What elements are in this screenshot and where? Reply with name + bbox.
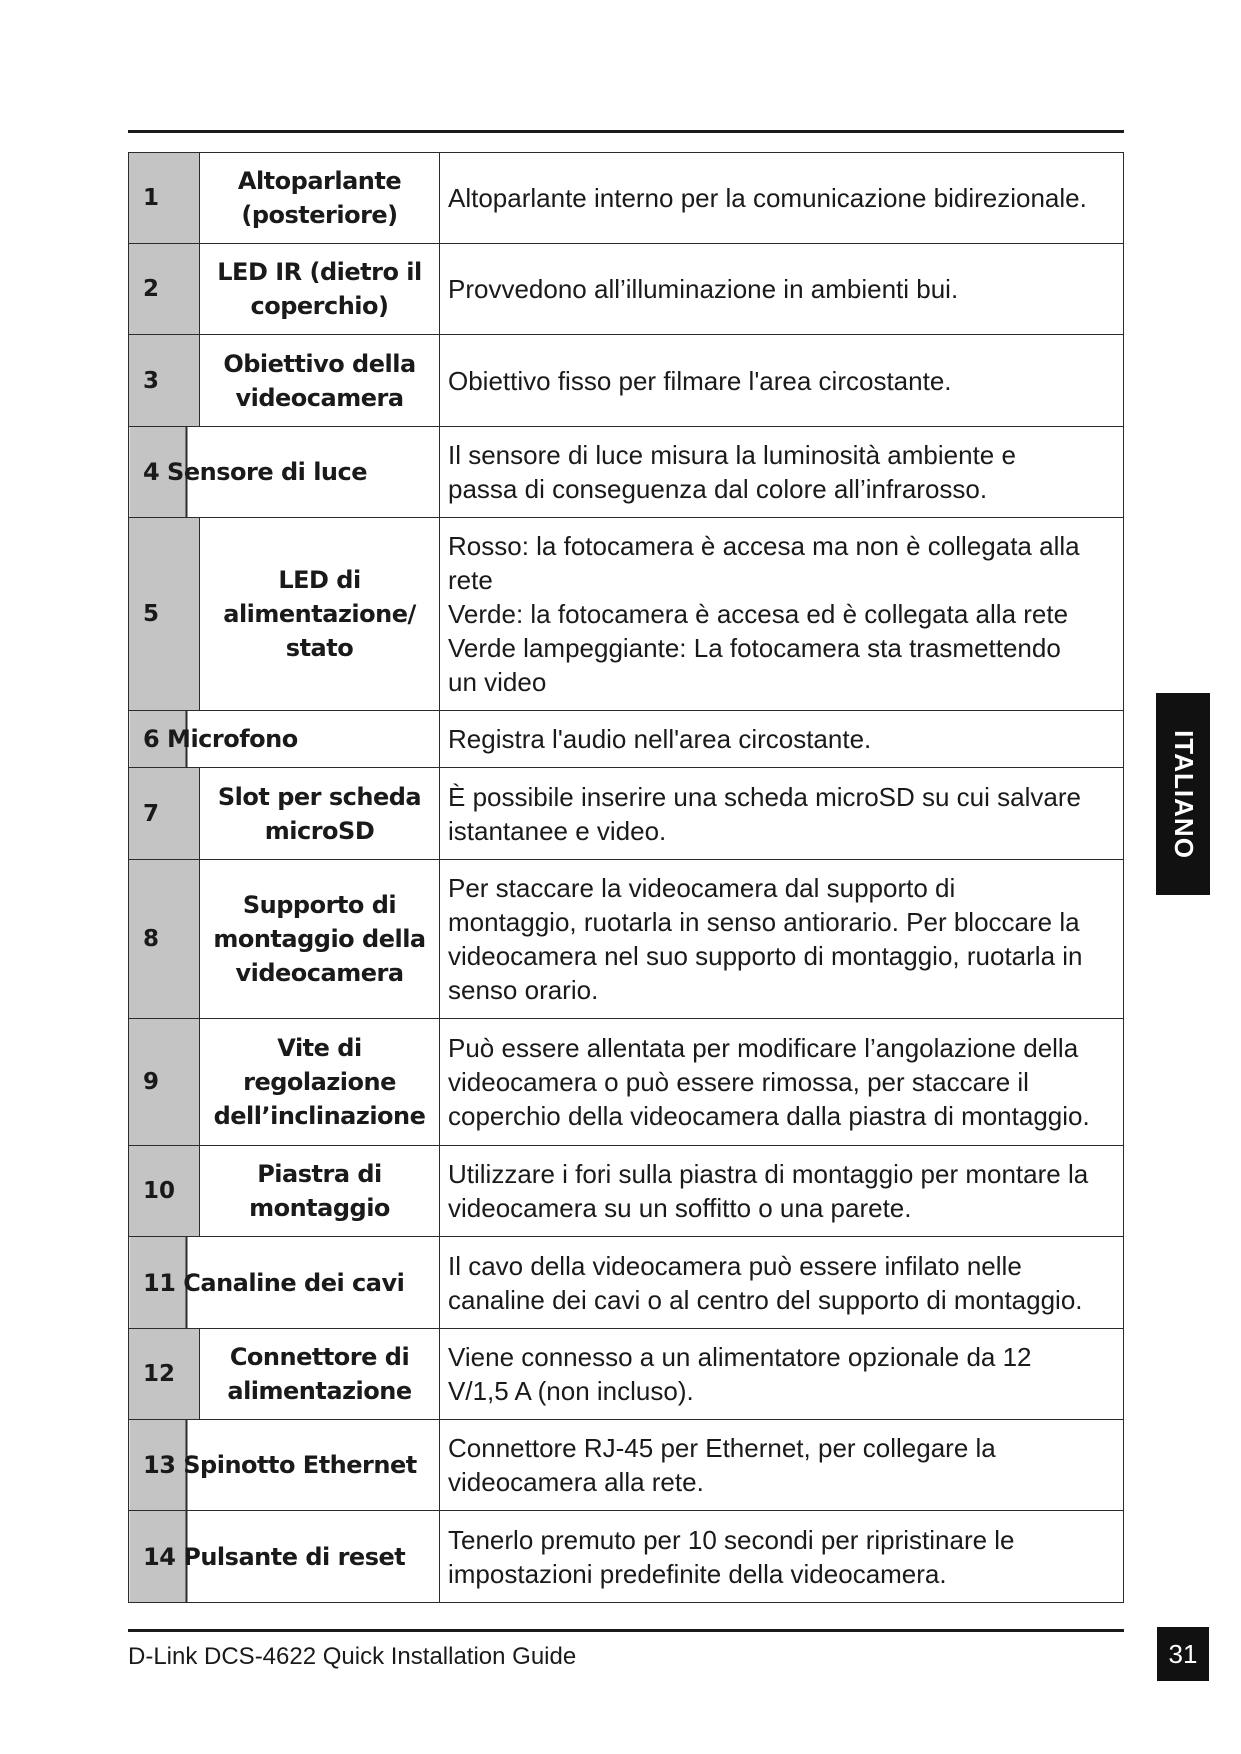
component-description-text: Per staccare la videocamera dal supporto di montaggio, ruotarla in senso antiorario. Per bloccare la videocamera nel suo supporto di montaggio, ruotarla in senso orario. — [448, 873, 1083, 1005]
row-number: 7 — [129, 768, 200, 860]
component-description-text: Il cavo della videocamera può essere infilato nelle canaline dei cavi o al centro del supporto di montaggio. — [448, 1250, 1083, 1315]
table-row — [129, 244, 1124, 335]
component-description-text: È possibile inserire una scheda microSD su cui salvare istantanee e video. — [448, 781, 1081, 846]
bottom-rule — [128, 1629, 1124, 1632]
component-name-merged: 4 Sensore di luce — [129, 427, 440, 518]
row-number: 12 — [129, 1329, 200, 1420]
component-description — [440, 711, 1124, 768]
component-name-merged: 14 Pulsante di reset — [129, 1511, 440, 1603]
language-tab-label: ITALIANO — [1168, 729, 1199, 859]
component-name-merged: 13 Spinotto Ethernet — [129, 1420, 440, 1511]
table-row — [129, 768, 1124, 860]
table-row — [129, 711, 1124, 768]
component-name — [200, 153, 440, 244]
component-description — [440, 427, 1124, 518]
component-name — [200, 1146, 440, 1237]
footer-title: D-Link DCS-4622 Quick Installation Guide — [128, 1643, 577, 1670]
table-row — [129, 1237, 1124, 1329]
component-description — [440, 518, 1124, 711]
table-row — [129, 427, 1124, 518]
component-description-text: Altoparlante interno per la comunicazione bidirezionale. — [448, 183, 1087, 213]
component-description-text: Può essere allentata per modificare l’angolazione della videocamera o può essere rimossa, per staccare il coperchio della videocamera dalla piastra di montaggio. — [448, 1033, 1090, 1131]
component-name — [200, 1019, 440, 1146]
table-row — [129, 1146, 1124, 1237]
table-row — [129, 518, 1124, 711]
component-name — [200, 518, 440, 711]
page-number: 31 — [1157, 1627, 1209, 1681]
component-name — [200, 860, 440, 1019]
component-description — [440, 1146, 1124, 1237]
component-description — [440, 1237, 1124, 1329]
component-description — [440, 1511, 1124, 1603]
component-description — [440, 335, 1124, 427]
component-name-merged: 11 Canaline dei cavi — [129, 1237, 440, 1329]
component-name-text: Piastra di montaggio — [249, 1160, 390, 1222]
component-name-text: Obiettivo della videocamera — [223, 349, 416, 412]
table-row — [129, 1019, 1124, 1146]
component-description-text: Obiettivo fisso per filmare l'area circostante. — [448, 365, 952, 396]
component-description — [440, 1019, 1124, 1146]
component-name-text: Connettore di alimentazione — [227, 1343, 412, 1405]
component-name-text: Supporto di montaggio della videocamera — [213, 891, 426, 987]
row-number: 5 — [129, 518, 200, 711]
component-description — [440, 768, 1124, 860]
table-row — [129, 1511, 1124, 1603]
row-number: 9 — [129, 1019, 200, 1146]
table-row — [129, 1329, 1124, 1420]
component-name — [200, 1329, 440, 1420]
table-row — [129, 335, 1124, 427]
component-name-text: Slot per scheda microSD — [217, 782, 422, 845]
component-name — [200, 335, 440, 427]
row-number: 1 — [129, 153, 200, 244]
component-name — [200, 768, 440, 860]
component-description-text: Tenerlo premuto per 10 secondi per ripristinare le impostazioni predefinite della videocamera. — [448, 1524, 1015, 1589]
component-description-text: Utilizzare i fori sulla piastra di montaggio per montare la videocamera su un soffitto o una parete. — [448, 1159, 1089, 1223]
component-description — [440, 860, 1124, 1019]
top-rule — [128, 130, 1124, 133]
component-description — [440, 1329, 1124, 1420]
component-name-text: LED di alimentazione/ stato — [223, 566, 416, 662]
component-description-text: Il sensore di luce misura la luminosità ambiente e passa di conseguenza dal colore all’infrarosso. — [448, 440, 1016, 504]
component-description — [440, 244, 1124, 335]
row-number: 2 — [129, 244, 200, 335]
component-table — [128, 152, 1124, 1603]
component-description-text: Provvedono all’illuminazione in ambienti bui. — [448, 274, 959, 304]
table-row — [129, 1420, 1124, 1511]
component-description-text: Viene connesso a un alimentatore opzionale da 12 V/1,5 A (non incluso). — [448, 1342, 1032, 1406]
table-row — [129, 860, 1124, 1019]
row-number: 3 — [129, 335, 200, 427]
component-description — [440, 153, 1124, 244]
table-row — [129, 153, 1124, 244]
component-description-text: Connettore RJ-45 per Ethernet, per collegare la videocamera alla rete. — [448, 1433, 996, 1497]
component-name-merged: 6 Microfono — [129, 711, 440, 768]
component-description — [440, 1420, 1124, 1511]
component-name — [200, 244, 440, 335]
row-number: 10 — [129, 1146, 200, 1237]
component-description-text: Rosso: la fotocamera è accesa ma non è collegata alla rete Verde: la fotocamera è accesa ed è collegata alla rete Verde lampeggiante: La fotocamera sta trasmettendo un video — [448, 531, 1080, 697]
row-number: 8 — [129, 860, 200, 1019]
component-name-text: Altoparlante (posteriore) — [237, 167, 402, 229]
component-description-text: Registra l'audio nell'area circostante. — [448, 724, 872, 754]
component-name-text: Vite di regolazione dell’inclinazione — [213, 1034, 426, 1130]
language-tab — [1156, 693, 1210, 895]
component-name-text: LED IR (dietro il coperchio) — [217, 258, 422, 320]
